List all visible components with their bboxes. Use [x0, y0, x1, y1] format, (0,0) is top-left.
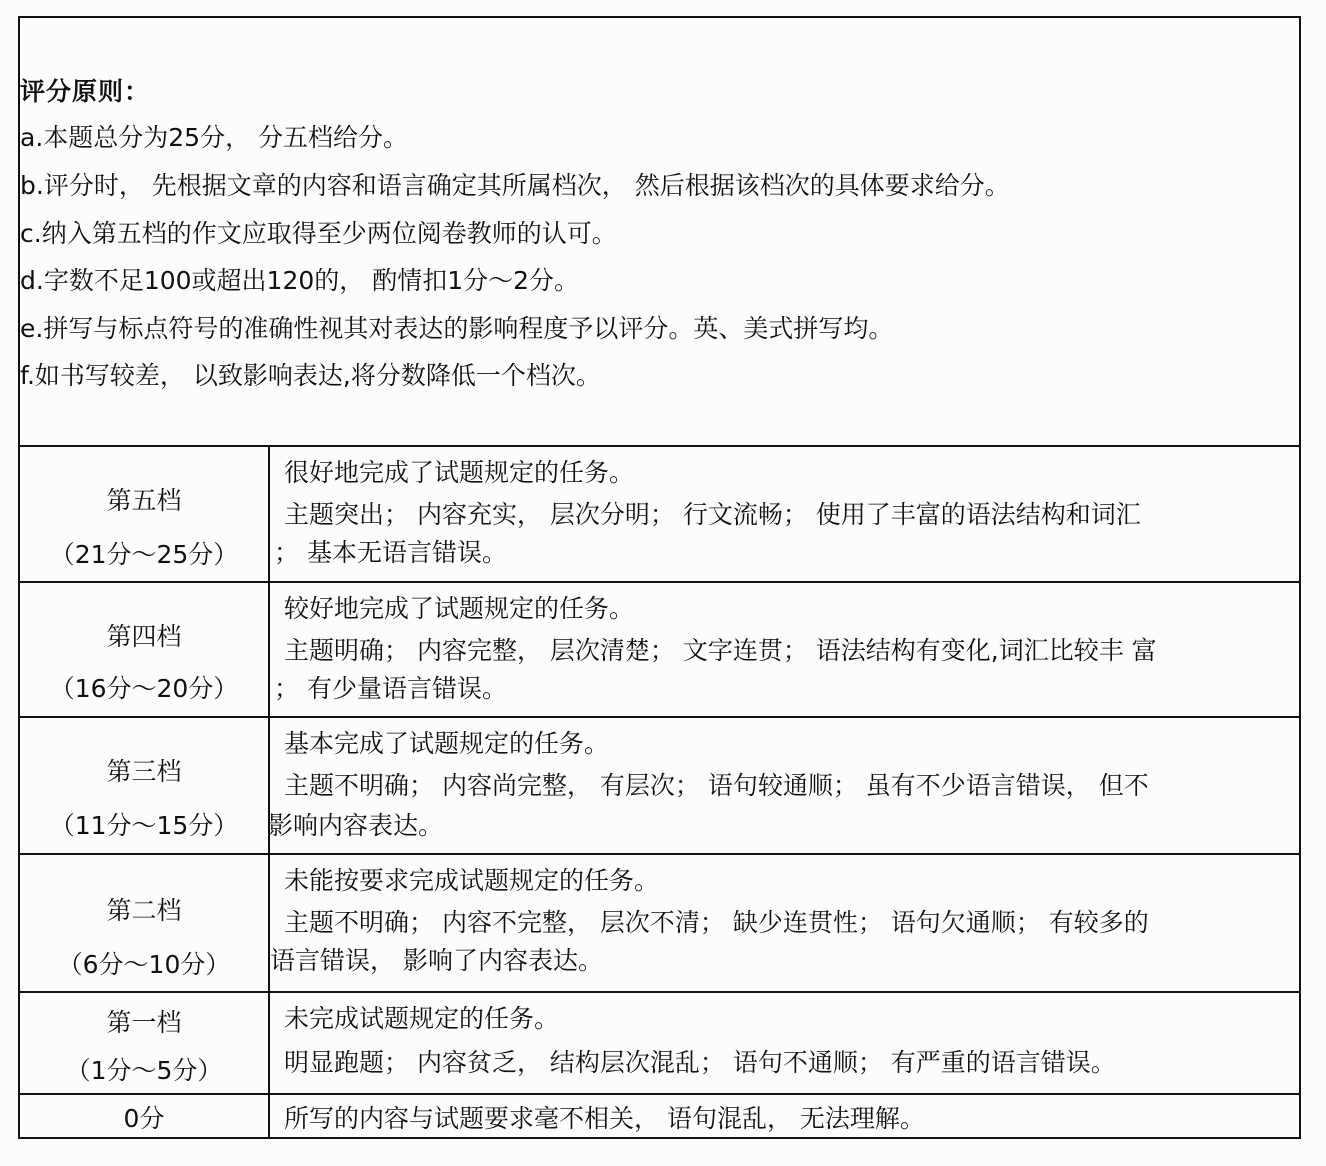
- rule-b: b.评分时， 先根据文章的内容和语言确定其所属档次， 然后根据该档次的具体要求给分。: [20, 171, 1010, 200]
- description-line: ； 有少量语言错误。: [274, 674, 507, 703]
- level-name: 第五档: [106, 486, 182, 515]
- description-line: 主题不明确； 内容尚完整， 有层次； 语句较通顺； 虽有不少语言错误， 但不: [284, 771, 1149, 800]
- level-name: 第四档: [106, 622, 182, 651]
- level-description: [270, 583, 1299, 716]
- level-cell: [20, 1095, 270, 1139]
- rule-d: d.字数不足100或超出120的， 酌情扣1分～2分。: [20, 266, 580, 295]
- rule-e: e.拼写与标点符号的准确性视其对表达的影响程度予以评分。英、美式拼写均。: [20, 314, 894, 343]
- table-row-level-4: [20, 581, 1299, 716]
- description-line: 明显跑题； 内容贫乏， 结构层次混乱； 语句不通顺； 有严重的语言错误。: [284, 1048, 1116, 1077]
- description-line: 主题不明确； 内容不完整， 层次不清； 缺少连贯性； 语句欠通顺； 有较多的: [284, 908, 1149, 937]
- level-description: [270, 447, 1299, 581]
- table-row-level-5: [20, 445, 1299, 581]
- scoring-principles-section: [20, 18, 1299, 448]
- principles-title: 评分原则：: [20, 77, 151, 106]
- level-range: （11分～15分）: [49, 811, 239, 840]
- description-line: 未能按要求完成试题规定的任务。: [284, 866, 660, 895]
- level-cell: [20, 718, 270, 853]
- level-description: [270, 1095, 1299, 1139]
- level-cell: [20, 583, 270, 716]
- description-line: ； 基本无语言错误。: [274, 538, 507, 567]
- description-line: 很好地完成了试题规定的任务。: [284, 458, 635, 487]
- level-name: 第一档: [106, 1008, 182, 1037]
- table-row-level-2: [20, 853, 1299, 991]
- description-line: 语言错误， 影响了内容表达。: [270, 946, 603, 975]
- table-row-level-1: [20, 991, 1299, 1093]
- level-name: 第二档: [106, 896, 182, 925]
- rule-f: f.如书写较差， 以致影响表达,将分数降低一个档次。: [20, 361, 601, 390]
- level-range: （21分～25分）: [49, 540, 239, 569]
- description-line: 影响内容表达。: [268, 811, 444, 840]
- table-row-level-3: [20, 716, 1299, 853]
- level-cell: [20, 855, 270, 991]
- level-description: [270, 993, 1299, 1093]
- level-range: （1分～5分）: [65, 1056, 223, 1085]
- level-range: （16分～20分）: [49, 674, 239, 703]
- level-description: [270, 855, 1299, 991]
- scoring-rubric-document: [18, 16, 1301, 1139]
- rule-a: a.本题总分为25分， 分五档给分。: [20, 123, 409, 152]
- level-description: [270, 718, 1299, 853]
- level-cell: [20, 993, 270, 1093]
- description-line: 所写的内容与试题要求毫不相关， 语句混乱， 无法理解。: [284, 1104, 925, 1133]
- description-line: 基本完成了试题规定的任务。: [284, 729, 610, 758]
- description-line: 主题突出； 内容充实， 层次分明； 行文流畅； 使用了丰富的语法结构和词汇: [284, 500, 1141, 529]
- rule-c: c.纳入第五档的作文应取得至少两位阅卷教师的认可。: [20, 219, 617, 248]
- level-cell: [20, 447, 270, 581]
- level-name: 第三档: [106, 757, 182, 786]
- description-line: 主题明确； 内容完整， 层次清楚； 文字连贯； 语法结构有变化,词汇比较丰 富: [284, 636, 1157, 665]
- table-row-zero: [20, 1093, 1299, 1139]
- description-line: 较好地完成了试题规定的任务。: [284, 594, 635, 623]
- description-line: 未完成试题规定的任务。: [284, 1004, 560, 1033]
- level-name: 0分: [123, 1104, 165, 1133]
- level-range: （6分～10分）: [57, 950, 231, 979]
